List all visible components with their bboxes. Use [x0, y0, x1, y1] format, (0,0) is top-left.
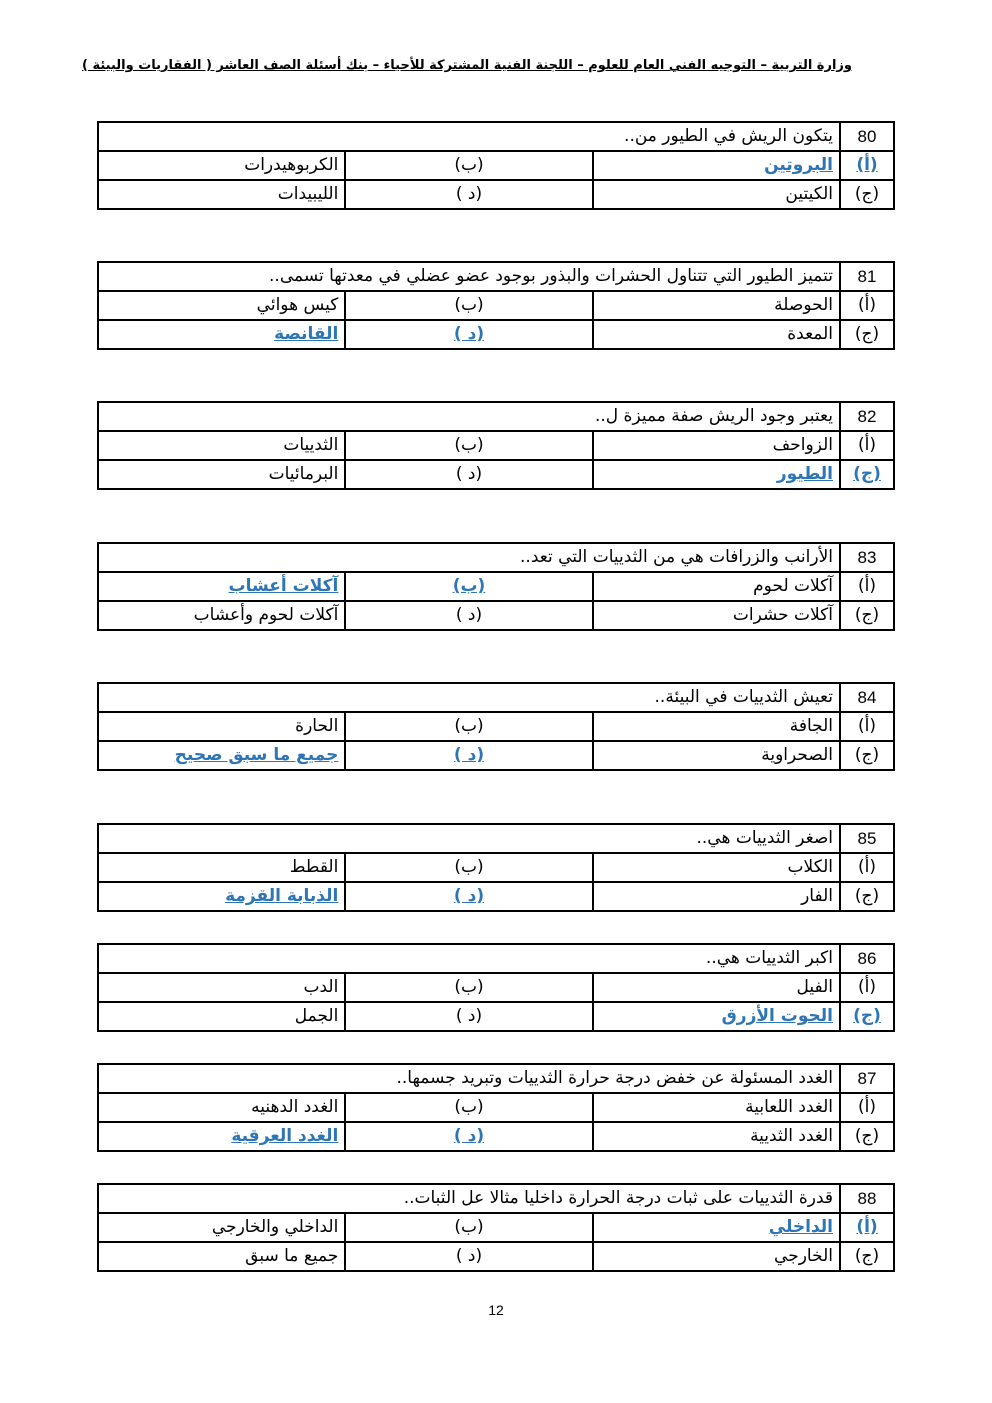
option-letter: (أ): [840, 1093, 894, 1122]
option-text: الفار: [593, 882, 840, 911]
question-number: 84: [840, 683, 894, 712]
options-row: [98, 460, 894, 489]
option-text: القانصة: [98, 320, 345, 349]
option-letter: (أ): [840, 853, 894, 882]
question-stem-row: [98, 543, 894, 572]
options-row: [98, 741, 894, 770]
option-letter: (د ): [345, 601, 592, 630]
option-letter: (د ): [345, 180, 592, 209]
question-stem: قدرة الثدييات على ثبات درجة الحرارة داخليا مثالا عل الثبات..: [98, 1184, 840, 1213]
option-letter: (ب): [345, 572, 592, 601]
option-text: الصحراوية: [593, 741, 840, 770]
option-letter: (ج): [840, 1002, 894, 1031]
option-letter: (د ): [345, 1002, 592, 1031]
option-text: الخارجي: [593, 1242, 840, 1271]
option-text: القطط: [98, 853, 345, 882]
option-text: آكلات أعشاب: [98, 572, 345, 601]
option-text: الجافة: [593, 712, 840, 741]
question-table: [97, 261, 895, 350]
question-stem-row: [98, 824, 894, 853]
question-stem-row: [98, 1184, 894, 1213]
question-table: [97, 401, 895, 490]
option-text: آكلات لحوم: [593, 572, 840, 601]
options-row: [98, 1093, 894, 1122]
option-letter: (د ): [345, 882, 592, 911]
question-number: 80: [840, 122, 894, 151]
option-text: الطيور: [593, 460, 840, 489]
question-number: 85: [840, 824, 894, 853]
options-row: [98, 151, 894, 180]
option-letter: (د ): [345, 320, 592, 349]
option-text: آكلات حشرات: [593, 601, 840, 630]
option-letter: (أ): [840, 431, 894, 460]
question-table: [97, 943, 895, 1032]
options-row: [98, 572, 894, 601]
question-stem: تعيش الثدييات في البيئة..: [98, 683, 840, 712]
option-text: الفيل: [593, 973, 840, 1002]
option-letter: (ج): [840, 741, 894, 770]
option-text: الحوت الأزرق: [593, 1002, 840, 1031]
option-letter: (ب): [345, 1093, 592, 1122]
option-letter: (أ): [840, 973, 894, 1002]
option-text: الثدييات: [98, 431, 345, 460]
option-letter: (أ): [840, 572, 894, 601]
option-text: الزواحف: [593, 431, 840, 460]
options-row: [98, 1122, 894, 1151]
options-row: [98, 320, 894, 349]
options-row: [98, 1213, 894, 1242]
question-number: 81: [840, 262, 894, 291]
question-table: [97, 121, 895, 210]
option-text: الكيتين: [593, 180, 840, 209]
option-letter: (ب): [345, 712, 592, 741]
question-number: 83: [840, 543, 894, 572]
options-row: [98, 431, 894, 460]
question-table: [97, 1183, 895, 1272]
question-stem-row: [98, 402, 894, 431]
options-row: [98, 882, 894, 911]
question-table: [97, 823, 895, 912]
question-stem-row: [98, 122, 894, 151]
option-text: الغدد الثديية: [593, 1122, 840, 1151]
option-letter: (ج): [840, 320, 894, 349]
option-text: الليبيدات: [98, 180, 345, 209]
option-letter: (ب): [345, 1213, 592, 1242]
question-stem: الأرانب والزرافات هي من الثدييات التي تعد..: [98, 543, 840, 572]
option-text: كيس هوائي: [98, 291, 345, 320]
option-text: الكلاب: [593, 853, 840, 882]
question-table: [97, 682, 895, 771]
option-text: الذبابة القزمة: [98, 882, 345, 911]
option-letter: (أ): [840, 291, 894, 320]
options-row: [98, 180, 894, 209]
options-row: [98, 601, 894, 630]
question-stem: تتميز الطيور التي تتناول الحشرات والبذور بوجود عضو عضلي في معدتها تسمى..: [98, 262, 840, 291]
question-stem: اصغر الثدييات هي..: [98, 824, 840, 853]
option-text: الجمل: [98, 1002, 345, 1031]
option-text: الداخلي والخارجي: [98, 1213, 345, 1242]
option-text: الحوصلة: [593, 291, 840, 320]
option-text: البروتين: [593, 151, 840, 180]
option-text: الغدد العرقية: [98, 1122, 345, 1151]
option-text: المعدة: [593, 320, 840, 349]
option-letter: (ج): [840, 460, 894, 489]
option-text: الدب: [98, 973, 345, 1002]
option-letter: (ج): [840, 882, 894, 911]
question-number: 86: [840, 944, 894, 973]
question-stem: يتكون الريش في الطيور من..: [98, 122, 840, 151]
question-stem: يعتبر وجود الريش صفة مميزة ل..: [98, 402, 840, 431]
option-text: آكلات لحوم وأعشاب: [98, 601, 345, 630]
question-stem-row: [98, 262, 894, 291]
question-number: 87: [840, 1064, 894, 1093]
options-row: [98, 853, 894, 882]
option-letter: (ج): [840, 1242, 894, 1271]
option-letter: (ج): [840, 601, 894, 630]
question-number: 88: [840, 1184, 894, 1213]
option-letter: (ب): [345, 151, 592, 180]
question-stem: اكبر الثدييات هي..: [98, 944, 840, 973]
option-text: البرمائيات: [98, 460, 345, 489]
question-stem: الغدد المسئولة عن خفض درجة حرارة الثدييات وتبريد جسمها..: [98, 1064, 840, 1093]
option-letter: (د ): [345, 1122, 592, 1151]
option-letter: (ب): [345, 431, 592, 460]
option-letter: (ج): [840, 1122, 894, 1151]
option-letter: (ب): [345, 973, 592, 1002]
option-letter: (د ): [345, 460, 592, 489]
options-row: [98, 291, 894, 320]
question-table: [97, 1063, 895, 1152]
option-letter: (أ): [840, 151, 894, 180]
options-row: [98, 712, 894, 741]
options-row: [98, 973, 894, 1002]
option-text: الغدد الدهنيه: [98, 1093, 345, 1122]
option-text: الحارة: [98, 712, 345, 741]
option-letter: (د ): [345, 741, 592, 770]
option-letter: (أ): [840, 712, 894, 741]
question-table: [97, 542, 895, 631]
option-text: الداخلي: [593, 1213, 840, 1242]
option-text: جميع ما سبق: [98, 1242, 345, 1271]
option-letter: (أ): [840, 1213, 894, 1242]
question-stem-row: [98, 1064, 894, 1093]
option-letter: (ج): [840, 180, 894, 209]
option-text: الكربوهيدرات: [98, 151, 345, 180]
page-header: وزارة التربية – التوجيه الفني العام للعلوم – اللجنة الفنية المشتركة للأحياء – بنك أسئلة الصف العاشر ( الفقاريات والبيئة ): [81, 58, 852, 73]
option-text: جميع ما سبق صحيح: [98, 741, 345, 770]
option-text: الغدد اللعابية: [593, 1093, 840, 1122]
question-stem-row: [98, 683, 894, 712]
option-letter: (د ): [345, 1242, 592, 1271]
question-stem-row: [98, 944, 894, 973]
options-row: [98, 1002, 894, 1031]
option-letter: (ب): [345, 291, 592, 320]
options-row: [98, 1242, 894, 1271]
page-number: 12: [488, 1302, 504, 1318]
option-letter: (ب): [345, 853, 592, 882]
question-number: 82: [840, 402, 894, 431]
